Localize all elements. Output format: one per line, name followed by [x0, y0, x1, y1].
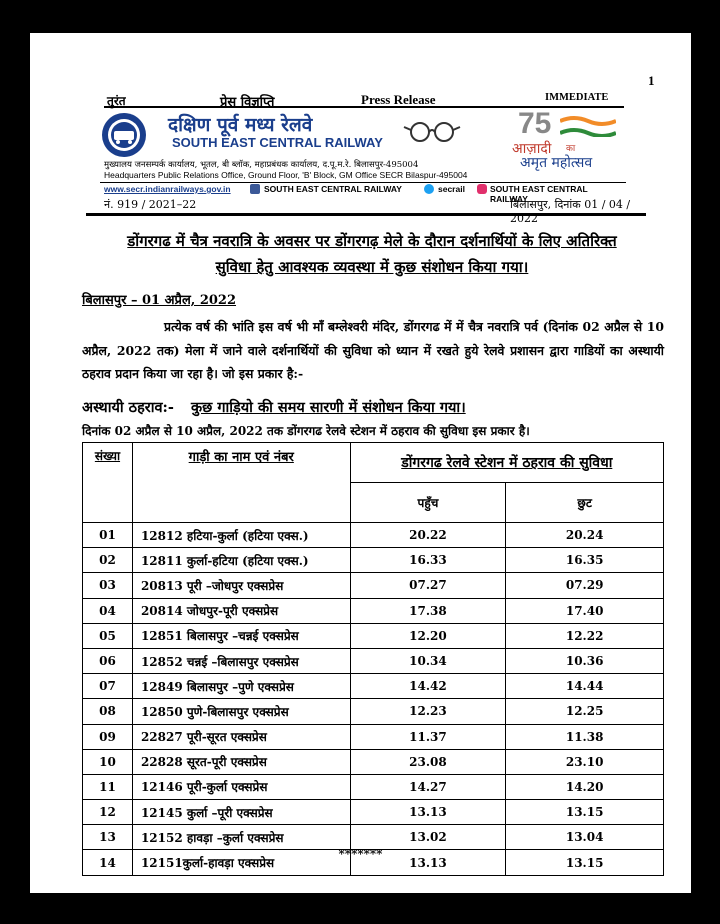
reference-date: बिलासपुर, दिनांक 01 / 04 / 2022	[510, 198, 631, 225]
row-arrival: 10.34	[350, 648, 506, 673]
row-arrival: 20.22	[350, 523, 506, 548]
row-train-name: 12851 बिलासपुर –चन्नई एक्सप्रेस	[132, 623, 350, 648]
row-arrival: 11.37	[350, 724, 506, 749]
header-serial-no: संख्या	[83, 443, 133, 523]
row-serial: 12	[83, 800, 133, 825]
twitter-icon	[424, 184, 434, 194]
azadi-ka-amrit-mahotsav-logo	[508, 107, 628, 171]
row-arrival: 17.38	[350, 598, 506, 623]
table-row	[83, 800, 664, 825]
row-serial: 08	[83, 699, 133, 724]
reference-row	[86, 197, 646, 225]
header-thick-divider	[86, 213, 646, 216]
table-row	[83, 523, 664, 548]
row-departure: 11.38	[506, 724, 664, 749]
indian-railways-logo-icon	[100, 111, 148, 159]
row-arrival: 14.42	[350, 674, 506, 699]
row-train-name: 12812 हटिया-कुर्ला (हटिया एक्स.)	[132, 523, 350, 548]
document-page	[30, 33, 691, 893]
row-arrival: 16.33	[350, 548, 506, 573]
body-paragraph: प्रत्येक वर्ष की भांति इस वर्ष भी माँ बम्लेश्वरी मंदिर, डोंगरगढ में में चैत्र नवरात्रि पर्व (दिनांक 02 अप्रैल से 10 अप्रैल, 2022 तक) मेला में जाने वाले दर्शनार्थियों की सुविधा को ध्यान में रखते हुये रेलवे प्रशासन द्वारा गाडियों का अस्थायी ठहराव प्रदान किया जा रहा है। जो इस प्रकार है:-	[82, 319, 664, 381]
row-arrival: 12.20	[350, 623, 506, 648]
reference-number: नं. 919 / 2021–22	[104, 198, 197, 211]
row-departure: 13.04	[506, 825, 664, 850]
table-row	[83, 774, 664, 799]
row-serial: 02	[83, 548, 133, 573]
row-train-name: 12811 कुर्ला-हटिया (हटिया एक्स.)	[132, 548, 350, 573]
row-train-name: 22827 पूरी-सूरत एक्सप्रेस	[132, 724, 350, 749]
row-departure: 12.25	[506, 699, 664, 724]
row-serial: 01	[83, 523, 133, 548]
headline-line-2: सुविधा हेतु आवश्यक व्यवस्था में कुछ संशोधन किया गया।	[215, 258, 529, 276]
row-departure: 14.20	[506, 774, 664, 799]
row-serial: 13	[83, 825, 133, 850]
press-release-hindi: प्रेस विज्ञप्ति	[220, 95, 275, 110]
instagram-icon	[477, 184, 487, 194]
row-arrival: 13.13	[350, 850, 506, 875]
azadi-ka-text: का	[566, 144, 576, 154]
table-row	[83, 648, 664, 673]
row-serial: 06	[83, 648, 133, 673]
row-train-name: 12849 बिलासपुर –पुणे एक्सप्रेस	[132, 674, 350, 699]
address-divider	[100, 182, 626, 183]
row-departure: 10.36	[506, 648, 664, 673]
facebook-handle[interactable]: SOUTH EAST CENTRAL RAILWAY	[264, 184, 402, 194]
dateline: बिलासपुर – 01 अप्रैल, 2022	[82, 293, 237, 308]
table-intro: दिनांक 02 अप्रैल से 10 अप्रैल, 2022 तक डोंगरगढ रेलवे स्टेशन में ठहराव की सुविधा इस प्रकार है।	[82, 424, 530, 438]
page-number: 1	[648, 73, 655, 88]
table-row	[83, 749, 664, 774]
header-departure: छुट	[506, 483, 664, 523]
row-departure: 17.40	[506, 598, 664, 623]
subheading-text: कुछ गाड़ियो की समय सारणी में संशोधन किया गया।	[190, 399, 466, 416]
row-departure: 07.29	[506, 573, 664, 598]
press-header-row	[105, 92, 623, 110]
row-train-name: 20814 जोधपुर-पूरी एक्सप्रेस	[132, 598, 350, 623]
social-links-row	[104, 184, 626, 204]
headline	[82, 228, 662, 280]
address-english: Headquarters Public Relations Office, Ground Floor, 'B' Block, GM Office SECR Bilaspur-495004	[104, 170, 468, 180]
row-serial: 11	[83, 774, 133, 799]
row-train-name: 20813 पूरी –जोधपुर एक्सप्रेस	[132, 573, 350, 598]
row-arrival: 14.27	[350, 774, 506, 799]
header-halt-facility: डोंगरगढ रेलवे स्टेशन में ठहराव की सुविधा	[350, 443, 663, 483]
table-row	[83, 548, 664, 573]
row-serial: 05	[83, 623, 133, 648]
row-train-name: 12145 कुर्ला –पूरी एक्सप्रेस	[132, 800, 350, 825]
row-departure: 13.15	[506, 800, 664, 825]
row-train-name: 12152 हावड़ा –कुर्ला एक्सप्रेस	[132, 825, 350, 850]
row-departure: 14.44	[506, 674, 664, 699]
table-row	[83, 598, 664, 623]
row-arrival: 07.27	[350, 573, 506, 598]
azadi-number: 75	[518, 107, 552, 140]
row-train-name: 22828 सूरत-पूरी एक्सप्रेस	[132, 749, 350, 774]
row-serial: 09	[83, 724, 133, 749]
table-row	[83, 573, 664, 598]
flag-waves-icon	[560, 115, 616, 137]
header-arrival: पहुँच	[350, 483, 506, 523]
train-halt-table	[82, 442, 664, 876]
row-serial: 04	[83, 598, 133, 623]
press-release-english: Press Release	[361, 92, 436, 107]
website-link[interactable]: www.secr.indianrailways.gov.in	[104, 184, 231, 194]
row-train-name: 12151कुर्ला-हावड़ा एक्सप्रेस	[132, 850, 350, 875]
row-train-name: 12146 पूरी-कुर्ला एक्सप्रेस	[132, 774, 350, 799]
org-name-hindi: दक्षिण पूर्व मध्य रेलवे	[168, 114, 313, 136]
row-train-name: 12850 पुणे-बिलासपुर एक्सप्रेस	[132, 699, 350, 724]
row-serial: 03	[83, 573, 133, 598]
subheading-label: अस्थायी ठहराव:-	[82, 399, 174, 416]
row-train-name: 12852 चन्नई –बिलासपुर एक्सप्रेस	[132, 648, 350, 673]
facebook-icon	[250, 184, 260, 194]
azadi-text: आज़ादी	[512, 141, 552, 157]
row-serial: 14	[83, 850, 133, 875]
row-arrival: 13.13	[350, 800, 506, 825]
immediate-label: IMMEDIATE	[545, 92, 609, 103]
headline-line-1: डोंगरगढ में चैत्र नवरात्रि के अवसर पर डोंगरगढ़ मेले के दौरान दर्शनार्थियों के लिए अतिरिक्त	[127, 232, 617, 250]
table-row	[83, 623, 664, 648]
row-serial: 10	[83, 749, 133, 774]
row-arrival: 12.23	[350, 699, 506, 724]
row-serial: 07	[83, 674, 133, 699]
row-departure: 16.35	[506, 548, 664, 573]
swachh-bharat-glasses-icon	[402, 117, 462, 147]
urgent-label: तुरंत	[107, 94, 126, 108]
footer-stars: *******	[338, 847, 383, 861]
row-departure: 13.15	[506, 850, 664, 875]
org-name-english: SOUTH EAST CENTRAL RAILWAY	[172, 135, 383, 150]
subheading	[82, 397, 466, 417]
table-row	[83, 724, 664, 749]
table-row	[83, 674, 664, 699]
instagram-handle[interactable]: SOUTH EAST CENTRAL RAILWAY	[490, 184, 588, 204]
twitter-handle[interactable]: secrail	[438, 184, 465, 194]
row-departure: 20.24	[506, 523, 664, 548]
address-hindi: मुख्यालय जनसम्पर्क कार्यालय, भूतल, बी ब्लॉक, महाप्रबंधक कार्यालय, द.पू.म.रे. बिलासपुर-495004	[104, 160, 419, 170]
row-arrival: 13.02	[350, 825, 506, 850]
table-row	[83, 699, 664, 724]
row-arrival: 23.08	[350, 749, 506, 774]
row-departure: 12.22	[506, 623, 664, 648]
row-departure: 23.10	[506, 749, 664, 774]
header-train-name: गाड़ी का नाम एवं नंबर	[132, 443, 350, 523]
amrit-mahotsav-text: अमृत महोत्सव	[520, 155, 593, 171]
